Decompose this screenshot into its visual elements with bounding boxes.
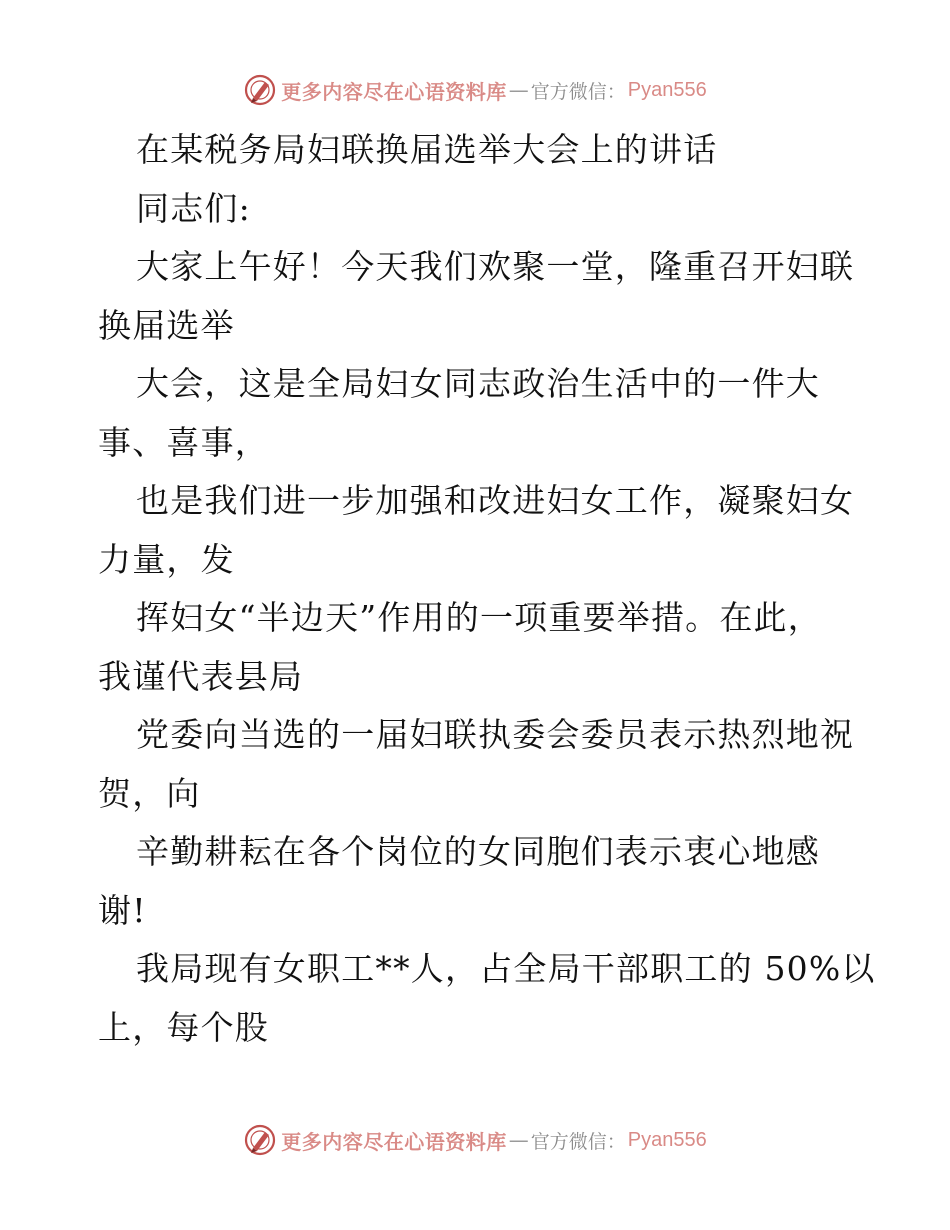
body-line: 党委向当选的一届妇联执委会委员表示热烈地祝: [136, 715, 855, 754]
watermark-wechat-label: 官方微信：: [530, 1130, 626, 1153]
body-line: 大会，这是全局妇女同志政治生活中的一件大: [136, 364, 820, 403]
watermark-wechat-id: Pyan556: [627, 78, 707, 101]
footer-watermark: [0, 1120, 950, 1160]
body-line: 贺，向: [98, 773, 201, 813]
body-line: 力量，发: [98, 539, 235, 579]
watermark-wechat-id: Pyan556: [627, 1128, 707, 1151]
body-line: 大家上午好！今天我们欢聚一堂，隆重召开妇联: [136, 247, 855, 286]
body-line: 挥妇女“半边天”作用的一项重要举措。在此，: [136, 598, 822, 637]
watermark-wechat-label: 官方微信：: [530, 80, 626, 103]
pen-logo-icon: [243, 1123, 277, 1157]
body-line: 换届选举: [98, 305, 235, 345]
header-watermark: [0, 70, 950, 110]
document-title: 在某税务局妇联换届选举大会上的讲话: [136, 130, 718, 169]
body-line: 辛勤耕耘在各个岗位的女同胞们表示衷心地感: [136, 832, 820, 871]
document-body: [98, 121, 876, 1057]
pen-logo-icon: [243, 73, 277, 107]
body-line: 我局现有女职工**人，占全局干部职工的 50%以: [136, 949, 876, 988]
salutation: 同志们:: [136, 188, 251, 228]
body-line: 上，每个股: [98, 1007, 269, 1047]
body-line: 谢!: [98, 890, 147, 930]
watermark-text: 更多内容尽在心语资料库: [281, 79, 507, 104]
body-line: 我谨代表县局: [98, 656, 304, 696]
body-line: 也是我们进一步加强和改进妇女工作，凝聚妇女: [136, 481, 855, 520]
body-line: 事、喜事，: [98, 422, 269, 462]
watermark-text: 更多内容尽在心语资料库: [281, 1129, 507, 1154]
watermark-dash: —: [508, 78, 529, 102]
watermark-dash: —: [508, 1128, 529, 1152]
